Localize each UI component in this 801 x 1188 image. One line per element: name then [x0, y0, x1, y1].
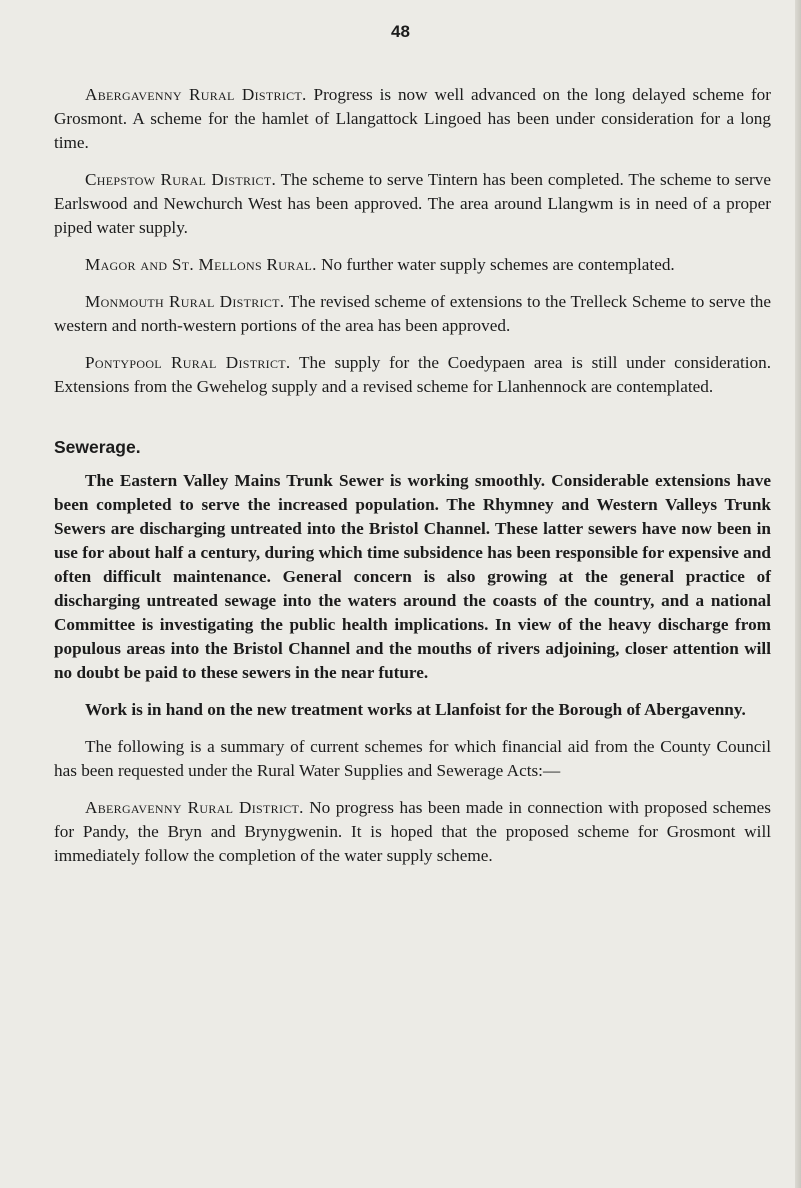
district-heading: Pontypool Rural District. — [85, 353, 291, 372]
paragraph-text: No further water supply schemes are contemplated. — [316, 255, 675, 274]
paragraph-text: The scheme to serve Tintern has been completed. The scheme to serve Earlswood and Newchurch West has been approved. The area around Llangwm is in need of a proper piped water supply. — [54, 170, 771, 237]
district-heading: Monmouth Rural District. — [85, 292, 285, 311]
section-heading-sewerage: Sewerage. — [54, 437, 141, 457]
paragraph-chepstow — [54, 168, 771, 240]
district-heading: Magor and St. Mellons Rural. — [85, 255, 317, 274]
paragraph-text: The revised scheme of extensions to the Trelleck Scheme to serve the western and north-western portions of the area has been approved. — [54, 292, 771, 335]
paragraph-text: No progress has been made in connection with proposed schemes for Pandy, the Bryn and Brynygwenin. It is hoped that the proposed scheme for Grosmont will immediately follow the completion of the water supply scheme. — [54, 798, 771, 865]
page-edge-shadow — [795, 0, 801, 1188]
paragraph-summary-intro: The following is a summary of current schemes for which financial aid from the County Council has been requested under the Rural Water Supplies and Sewerage Acts:— — [54, 737, 771, 780]
paragraph-pontypool — [54, 351, 771, 399]
district-heading: Abergavenny Rural District. — [85, 798, 304, 817]
document-body — [54, 83, 771, 881]
district-heading: Chepstow Rural District. — [85, 170, 277, 189]
paragraph-sewerage-main: The Eastern Valley Mains Trunk Sewer is working smoothly. Considerable extensions have been completed to serve the increased population. The Rhymney and Western Valleys Trunk Sewers are discharging untreated into the Bristol Channel. These latter sewers have now been in use for about half a century, during which time subsidence has been responsible for expensive and often difficult maintenance. General concern is also growing at the general practice of discharging untreated sewage into the waters around the coasts of the country, and a national Committee is investigating the public health implications. In view of the heavy discharge from populous areas into the Bristol Channel and the mouths of rivers adjoining, closer attention will no doubt be paid to these sewers in the near future. — [54, 471, 771, 682]
paragraph-abergavenny-sewerage — [54, 796, 771, 868]
district-heading: Abergavenny Rural District. — [85, 85, 307, 104]
paragraph-abergavenny-water — [54, 83, 771, 155]
paragraph-monmouth — [54, 290, 771, 338]
page-number: 48 — [391, 22, 410, 41]
paragraph-llanfoist: Work is in hand on the new treatment works at Llanfoist for the Borough of Abergavenny. — [85, 700, 746, 719]
paragraph-text: The supply for the Coedypaen area is still under consideration. Extensions from the Gwehelog supply and a revised scheme for Llanhennock are contemplated. — [54, 353, 771, 396]
paragraph-text: Progress is now well advanced on the long delayed scheme for Grosmont. A scheme for the hamlet of Llangattock Lingoed has been under consideration for a long time. — [54, 85, 771, 152]
paragraph-magor — [54, 253, 771, 277]
